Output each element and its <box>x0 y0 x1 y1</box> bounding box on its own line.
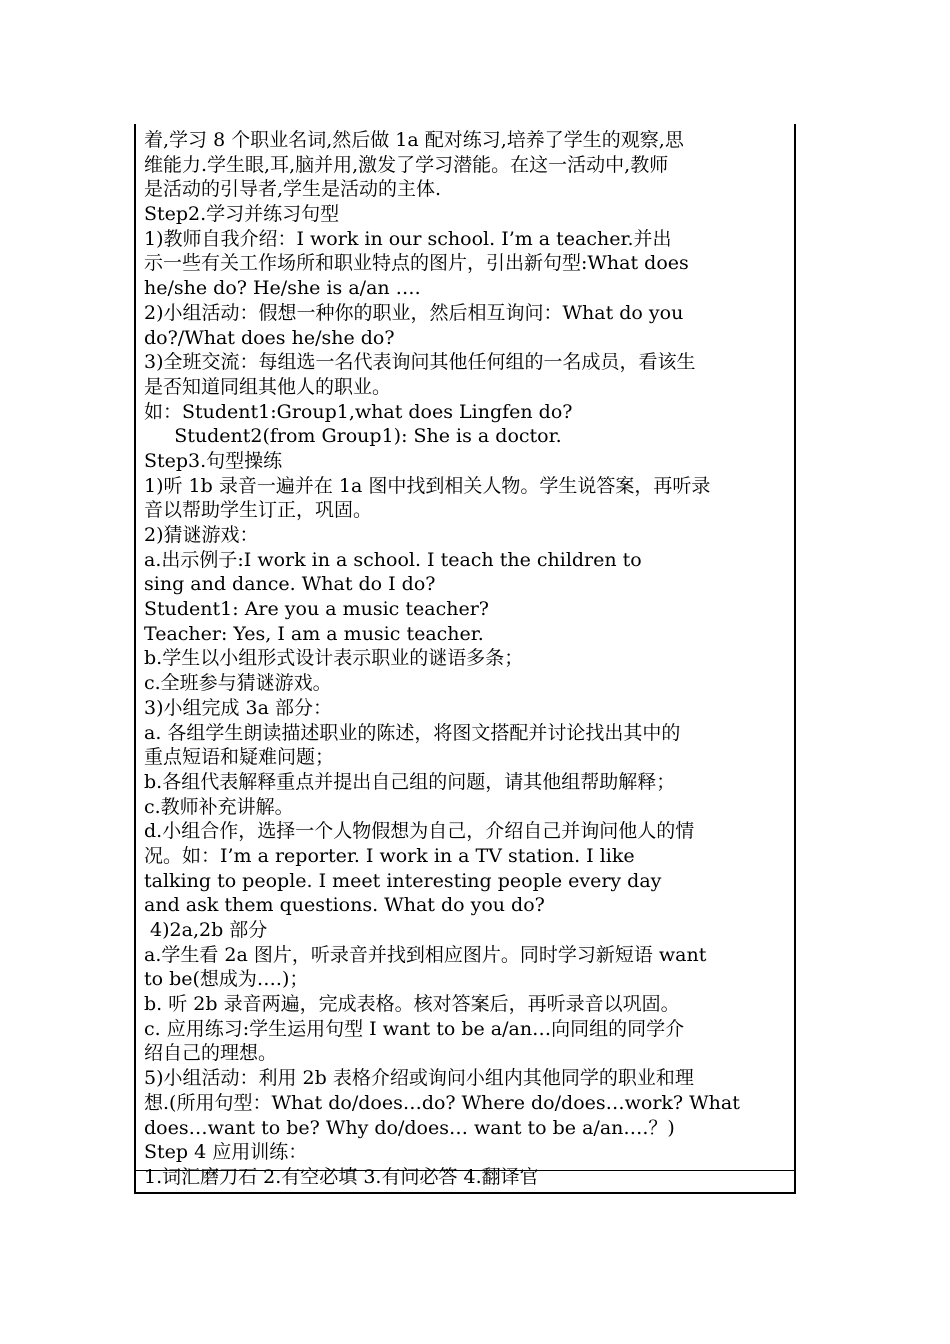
step4-heading: Step 4 应用训练： <box>144 1141 308 1164</box>
text-line: a.出示例子:I work in a school. I teach the children to <box>144 548 642 571</box>
text-line: 况。如：I’m a reporter. I work in a TV station. I like <box>144 844 635 867</box>
text-line: 如：Student1:Group1,what does Lingfen do? <box>144 400 573 423</box>
text-line: c. 应用练习:学生运用句型 I want to be a/an…向同组的同学介 <box>144 1017 685 1040</box>
text-line: a.学生看 2a 图片，听录音并找到相应图片。同时学习新短语 want <box>144 943 707 966</box>
text-line: b. 听 2b 录音两遍，完成表格。核对答案后，再听录音以巩固。 <box>144 993 680 1016</box>
lesson-procedure-text <box>144 128 792 1190</box>
text-line: 5)小组活动：利用 2b 表格介绍或询问小组内其他同学的职业和理 <box>144 1067 694 1090</box>
text-line: 2)猜谜游戏： <box>144 524 259 546</box>
text-line: 1.词汇磨刀石 2.有空必填 3.有问必答 4.翻译官 <box>144 1165 539 1188</box>
text-line: 2)小组活动：假想一种你的职业，然后相互询问：What do you <box>144 301 684 324</box>
text-line: Teacher: Yes, I am a music teacher. <box>144 622 484 645</box>
text-line: 3)小组完成 3a 部分： <box>144 696 332 719</box>
text-line: 维能力.学生眼,耳,脑并用,激发了学习潜能。在这一活动中,教师 <box>144 153 669 176</box>
text-line: to be(想成为….)； <box>144 968 309 991</box>
step2-heading: Step2.学习并练习句型 <box>144 203 340 226</box>
text-line: and ask them questions. What do you do? <box>144 894 545 917</box>
text-line: c.全班参与猜谜游戏。 <box>144 672 332 695</box>
text-line: sing and dance. What do I do? <box>144 573 436 596</box>
text-line: he/she do? He/she is a/an …. <box>144 277 421 300</box>
text-line: do?/What does he/she do? <box>144 326 395 349</box>
text-line: Student2(from Group1): She is a doctor. <box>144 425 562 448</box>
step3-heading: Step3.句型操练 <box>144 449 283 472</box>
text-line: 想.(所用句型：What do/does…do? Where do/does…work? What <box>144 1091 740 1114</box>
text-line: 4)2a,2b 部分 <box>144 919 268 941</box>
text-line: a. 各组学生朗读描述职业的陈述，将图文搭配并讨论找出其中的 <box>144 721 681 744</box>
text-line: b.各组代表解释重点并提出自己组的问题，请其他组帮助解释； <box>144 770 676 793</box>
text-line: c.教师补充讲解。 <box>144 795 294 818</box>
text-line: d.小组合作，选择一个人物假想为自己，介绍自己并询问他人的情 <box>144 820 695 843</box>
text-line: 1)教师自我介绍：I work in our school. I’m a teacher.并出 <box>144 227 672 250</box>
text-line: b.学生以小组形式设计表示职业的谜语多条； <box>144 647 524 670</box>
text-line: 音以帮助学生订正，巩固。 <box>144 499 373 522</box>
text-line: 示一些有关工作场所和职业特点的图片，引出新句型:What does <box>144 252 689 275</box>
text-line: 重点短语和疑难问题； <box>144 746 335 769</box>
text-line: 是活动的引导者,学生是活动的主体. <box>144 178 442 201</box>
text-line: 1)听 1b 录音一遍并在 1a 图中找到相关人物。学生说答案，再听录 <box>144 474 711 497</box>
text-line: 3)全班交流：每组选一名代表询问其他任何组的一名成员，看该生 <box>144 351 696 374</box>
text-line: does…want to be? Why do/does… want to be a/an….？) <box>144 1116 675 1139</box>
text-line: 着,学习 8 个职业名词,然后做 1a 配对练习,培养了学生的观察,思 <box>144 129 684 151</box>
text-line: 绍自己的理想。 <box>144 1042 278 1065</box>
text-line: 是否知道同组其他人的职业。 <box>144 375 392 398</box>
text-line: Student1: Are you a music teacher? <box>144 598 489 621</box>
text-line: talking to people. I meet interesting people every day <box>144 869 662 892</box>
